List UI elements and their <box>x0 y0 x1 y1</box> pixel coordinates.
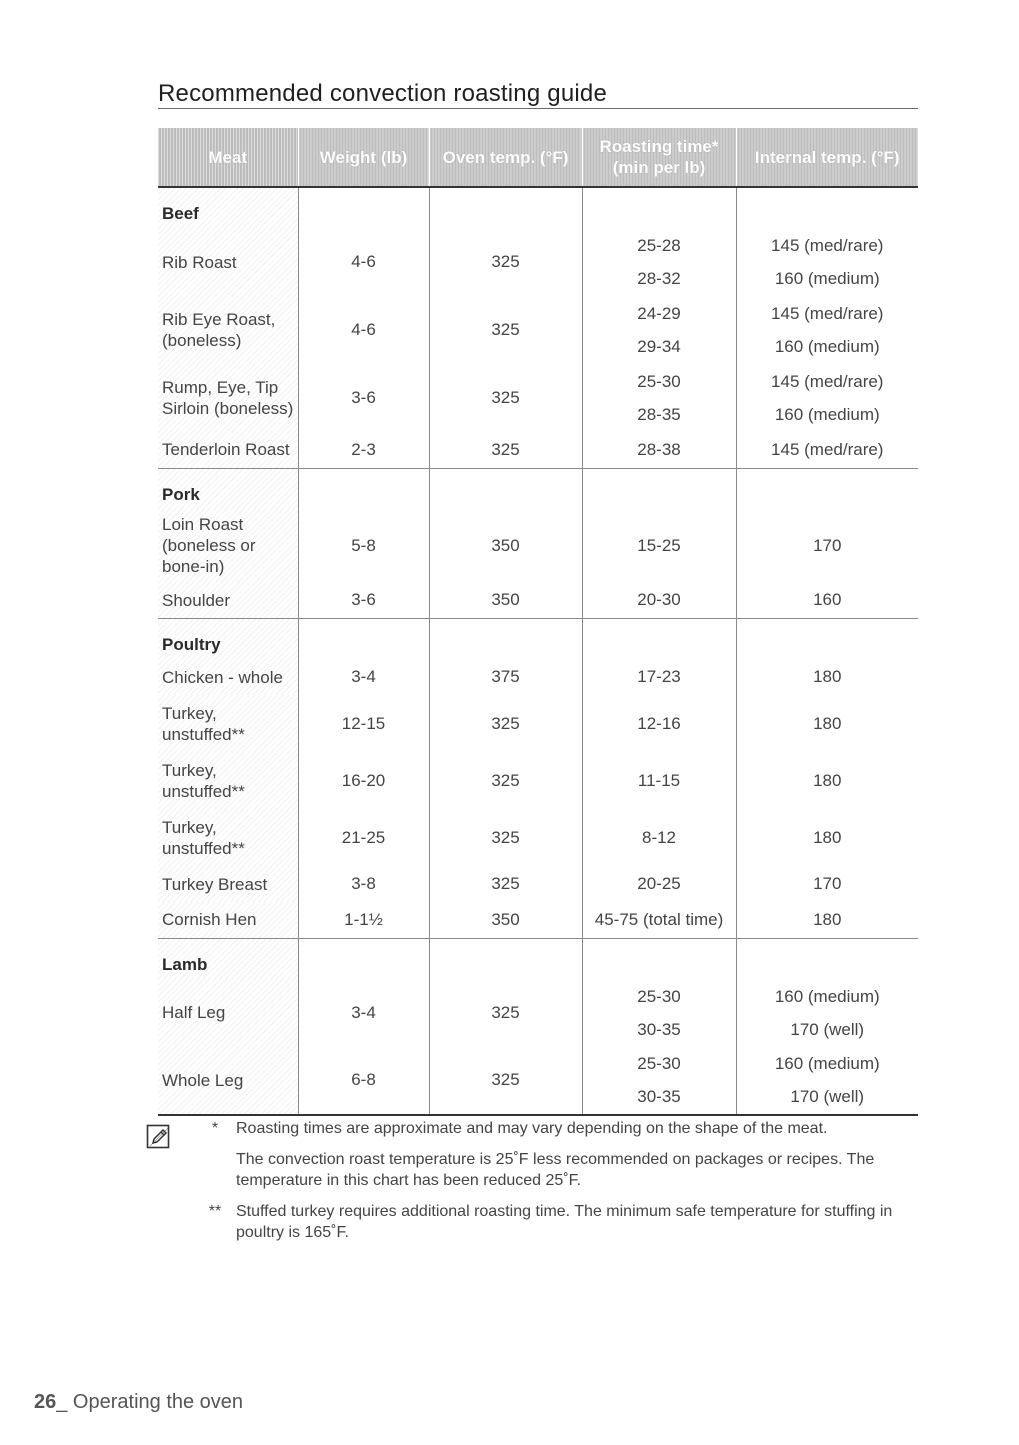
roasting-guide-table-wrapper <box>158 128 918 1116</box>
category-empty-cell <box>429 619 582 660</box>
internal-temp-line: 180 <box>813 909 842 929</box>
roasting-time-line: 30-35 <box>637 1019 681 1039</box>
table-row <box>158 659 918 695</box>
oven-temp-cell: 350 <box>429 583 582 619</box>
roasting-time-line: 12-16 <box>637 713 681 733</box>
meat-name-line: (boneless) <box>162 331 242 350</box>
header-roasting-time-line1: Roasting time* <box>599 137 719 156</box>
meat-cell <box>158 432 298 468</box>
oven-temp-cell: 375 <box>429 659 582 695</box>
internal-temp-line: 145 (med/rare) <box>771 304 884 323</box>
header-meat <box>158 128 298 187</box>
header-oven-temp <box>429 128 582 187</box>
oven-temp-cell: 350 <box>429 509 582 583</box>
table-row <box>158 228 918 296</box>
weight-cell: 4-6 <box>298 296 429 364</box>
meat-name-line: unstuffed** <box>162 838 245 858</box>
category-row <box>158 619 918 660</box>
internal-temp-cell <box>736 509 918 583</box>
internal-temp-cell <box>736 866 918 902</box>
header-roasting-time-line2: (min per lb) <box>612 158 706 177</box>
meat-cell <box>158 809 298 866</box>
internal-temp-line: 160 (medium) <box>774 337 880 356</box>
oven-temp-cell: 325 <box>429 866 582 902</box>
roasting-time-line: 24-29 <box>637 304 681 323</box>
category-label: Pork <box>158 468 298 509</box>
category-label: Lamb <box>158 938 298 979</box>
internal-temp-cell <box>736 228 918 296</box>
roasting-time-cell <box>582 509 736 583</box>
internal-temp-cell <box>736 902 918 938</box>
meat-cell <box>158 509 298 583</box>
internal-temp-cell <box>736 296 918 364</box>
internal-temp-line: 180 <box>813 770 842 790</box>
page-number: 26 <box>34 1391 57 1413</box>
footnote-text: Roasting times are approximate and may vary depending on the shape of the meat. <box>236 1120 828 1137</box>
table-row <box>158 364 918 432</box>
roasting-time-cell <box>582 752 736 809</box>
meat-cell <box>158 296 298 364</box>
meat-name-line: Rib Eye Roast, <box>162 310 276 329</box>
footer-section: _ Operating the oven <box>56 1391 244 1413</box>
roasting-time-line: 25-28 <box>637 236 681 255</box>
meat-name-line: Rump, Eye, Tip <box>162 378 279 397</box>
internal-temp-cell <box>736 583 918 619</box>
internal-temp-line: 170 (well) <box>790 1019 865 1039</box>
notes-list <box>158 1118 918 1243</box>
roasting-time-cell <box>582 979 736 1047</box>
footnote-mark: ** <box>208 1203 222 1220</box>
category-label: Poultry <box>158 619 298 660</box>
meat-name-line: Cornish Hen <box>162 910 257 930</box>
roasting-time-line: 17-23 <box>637 667 681 686</box>
oven-temp-cell: 325 <box>429 432 582 468</box>
internal-temp-cell <box>736 695 918 752</box>
category-empty-cell <box>429 187 582 228</box>
roasting-time-line: 11-15 <box>637 770 681 790</box>
roasting-time-line: 45-75 (total time) <box>594 909 724 929</box>
weight-cell: 12-15 <box>298 695 429 752</box>
category-empty-cell <box>582 187 736 228</box>
internal-temp-line: 160 <box>813 590 842 610</box>
table-row <box>158 866 918 902</box>
meat-cell <box>158 364 298 432</box>
roasting-time-line: 28-35 <box>637 405 681 424</box>
oven-temp-cell: 325 <box>429 695 582 752</box>
meat-name-line: Turkey, <box>162 703 217 723</box>
meat-cell <box>158 659 298 695</box>
weight-cell: 3-8 <box>298 866 429 902</box>
category-empty-cell <box>298 938 429 979</box>
weight-cell: 1-1½ <box>298 902 429 938</box>
header-meat-text: Meat <box>208 147 248 167</box>
category-empty-cell <box>298 468 429 509</box>
roasting-time-cell <box>582 659 736 695</box>
roasting-guide-table <box>158 128 918 1116</box>
roasting-time-cell <box>582 228 736 296</box>
weight-cell: 3-6 <box>298 583 429 619</box>
roasting-time-line: 28-38 <box>637 439 681 459</box>
internal-temp-line: 170 <box>813 535 842 555</box>
roasting-time-line: 25-30 <box>637 1054 681 1073</box>
category-empty-cell <box>298 619 429 660</box>
title-rule <box>158 108 918 109</box>
meat-name-line: Rib Roast <box>162 252 237 272</box>
table-row <box>158 809 918 866</box>
category-empty-cell <box>736 619 918 660</box>
roasting-time-line: 15-25 <box>637 535 681 555</box>
category-empty-cell <box>736 468 918 509</box>
roasting-time-line: 30-35 <box>637 1087 681 1106</box>
category-empty-cell <box>582 468 736 509</box>
table-body <box>158 187 918 1115</box>
oven-temp-cell: 325 <box>429 296 582 364</box>
oven-temp-cell: 325 <box>429 979 582 1047</box>
meat-name-line: Loin Roast <box>162 515 244 534</box>
meat-cell <box>158 228 298 296</box>
category-row <box>158 938 918 979</box>
roasting-time-line: 25-30 <box>637 986 681 1006</box>
footnote-text: The convection roast temperature is 25˚F less recommended on packages or recipes. The temperature in this chart has been reduced 25˚F. <box>236 1151 875 1189</box>
internal-temp-line: 170 (well) <box>790 1087 865 1106</box>
roasting-time-cell <box>582 296 736 364</box>
meat-name-line: (boneless or <box>162 536 256 555</box>
weight-cell: 3-6 <box>298 364 429 432</box>
internal-temp-line: 145 (med/rare) <box>771 439 884 459</box>
weight-cell: 3-4 <box>298 979 429 1047</box>
internal-temp-line: 160 (medium) <box>774 986 880 1006</box>
footnote-mark: * <box>211 1120 219 1137</box>
header-internal-temp <box>736 128 918 187</box>
roasting-time-line: 29-34 <box>637 337 681 356</box>
oven-temp-cell: 325 <box>429 752 582 809</box>
meat-cell <box>158 902 298 938</box>
oven-temp-cell: 325 <box>429 364 582 432</box>
meat-name-line: Shoulder <box>162 590 231 610</box>
internal-temp-line: 180 <box>813 827 842 847</box>
meat-cell <box>158 866 298 902</box>
roasting-time-cell <box>582 432 736 468</box>
category-empty-cell <box>736 187 918 228</box>
notes-section <box>158 1118 918 1243</box>
weight-cell: 3-4 <box>298 659 429 695</box>
internal-temp-line: 160 (medium) <box>774 405 880 424</box>
meat-cell <box>158 1047 298 1115</box>
category-empty-cell <box>429 938 582 979</box>
category-row <box>158 468 918 509</box>
internal-temp-line: 180 <box>813 667 842 686</box>
meat-name-line: Turkey, <box>162 760 217 780</box>
page-footer <box>34 1391 243 1414</box>
meat-cell <box>158 695 298 752</box>
table-row <box>158 1047 918 1115</box>
table-row <box>158 296 918 364</box>
roasting-time-line: 20-25 <box>637 874 681 893</box>
meat-cell <box>158 979 298 1047</box>
internal-temp-cell <box>736 364 918 432</box>
roasting-time-cell <box>582 695 736 752</box>
weight-cell: 4-6 <box>298 228 429 296</box>
meat-name-line: bone-in) <box>162 557 225 576</box>
category-empty-cell <box>582 938 736 979</box>
roasting-time-line: 28-32 <box>637 269 681 288</box>
meat-name-line: Turkey, <box>162 817 217 837</box>
meat-name-line: unstuffed** <box>162 724 245 744</box>
internal-temp-line: 160 (medium) <box>774 269 880 288</box>
meat-name-line: unstuffed** <box>162 781 245 801</box>
weight-cell: 16-20 <box>298 752 429 809</box>
category-label: Beef <box>158 187 298 228</box>
roasting-time-cell <box>582 866 736 902</box>
header-oven-temp-text: Oven temp. (°F) <box>442 147 569 167</box>
category-empty-cell <box>736 938 918 979</box>
internal-temp-cell <box>736 809 918 866</box>
oven-temp-cell: 325 <box>429 228 582 296</box>
meat-name-line: Tenderloin Roast <box>162 440 290 460</box>
roasting-time-line: 25-30 <box>637 372 681 391</box>
table-row <box>158 509 918 583</box>
roasting-time-line: 8-12 <box>641 827 677 847</box>
table-row <box>158 752 918 809</box>
category-empty-cell <box>429 468 582 509</box>
roasting-time-cell <box>582 1047 736 1115</box>
weight-cell: 2-3 <box>298 432 429 468</box>
roasting-time-cell <box>582 902 736 938</box>
meat-name-line: Whole Leg <box>162 1070 244 1090</box>
footnote-text: Stuffed turkey requires additional roasting time. The minimum safe temperature for stuffing in poultry is 165˚F. <box>236 1203 893 1241</box>
table-header-row <box>158 128 918 187</box>
weight-cell: 6-8 <box>298 1047 429 1115</box>
table-row <box>158 583 918 619</box>
footnote <box>158 1201 918 1243</box>
internal-temp-line: 145 (med/rare) <box>771 236 884 255</box>
header-weight-text: Weight (lb) <box>319 147 408 167</box>
internal-temp-line: 160 (medium) <box>774 1054 880 1073</box>
meat-name-line: Sirloin (boneless) <box>162 399 294 418</box>
meat-name-line: Half Leg <box>162 1003 226 1022</box>
meat-name-line: Turkey Breast <box>162 874 268 894</box>
roasting-time-cell <box>582 364 736 432</box>
oven-temp-cell: 325 <box>429 1047 582 1115</box>
table-row <box>158 979 918 1047</box>
internal-temp-cell <box>736 659 918 695</box>
internal-temp-cell <box>736 752 918 809</box>
roasting-time-cell <box>582 809 736 866</box>
roasting-time-line: 20-30 <box>637 590 681 610</box>
category-empty-cell <box>298 187 429 228</box>
header-internal-temp-text: Internal temp. (°F) <box>754 147 900 167</box>
table-row <box>158 695 918 752</box>
header-weight <box>298 128 429 187</box>
internal-temp-cell <box>736 1047 918 1115</box>
oven-temp-cell: 350 <box>429 902 582 938</box>
category-empty-cell <box>582 619 736 660</box>
table-row <box>158 432 918 468</box>
internal-temp-line: 170 <box>813 874 842 893</box>
page-title: Recommended convection roasting guide <box>158 80 607 107</box>
table-row <box>158 902 918 938</box>
oven-temp-cell: 325 <box>429 809 582 866</box>
meat-cell <box>158 752 298 809</box>
weight-cell: 21-25 <box>298 809 429 866</box>
internal-temp-cell <box>736 432 918 468</box>
roasting-time-cell <box>582 583 736 619</box>
internal-temp-cell <box>736 979 918 1047</box>
internal-temp-line: 145 (med/rare) <box>771 372 884 391</box>
category-row <box>158 187 918 228</box>
meat-name-line: Chicken - whole <box>162 667 283 687</box>
header-roasting-time <box>582 128 736 187</box>
meat-cell <box>158 583 298 619</box>
footnote <box>158 1118 918 1191</box>
weight-cell: 5-8 <box>298 509 429 583</box>
internal-temp-line: 180 <box>813 713 842 733</box>
